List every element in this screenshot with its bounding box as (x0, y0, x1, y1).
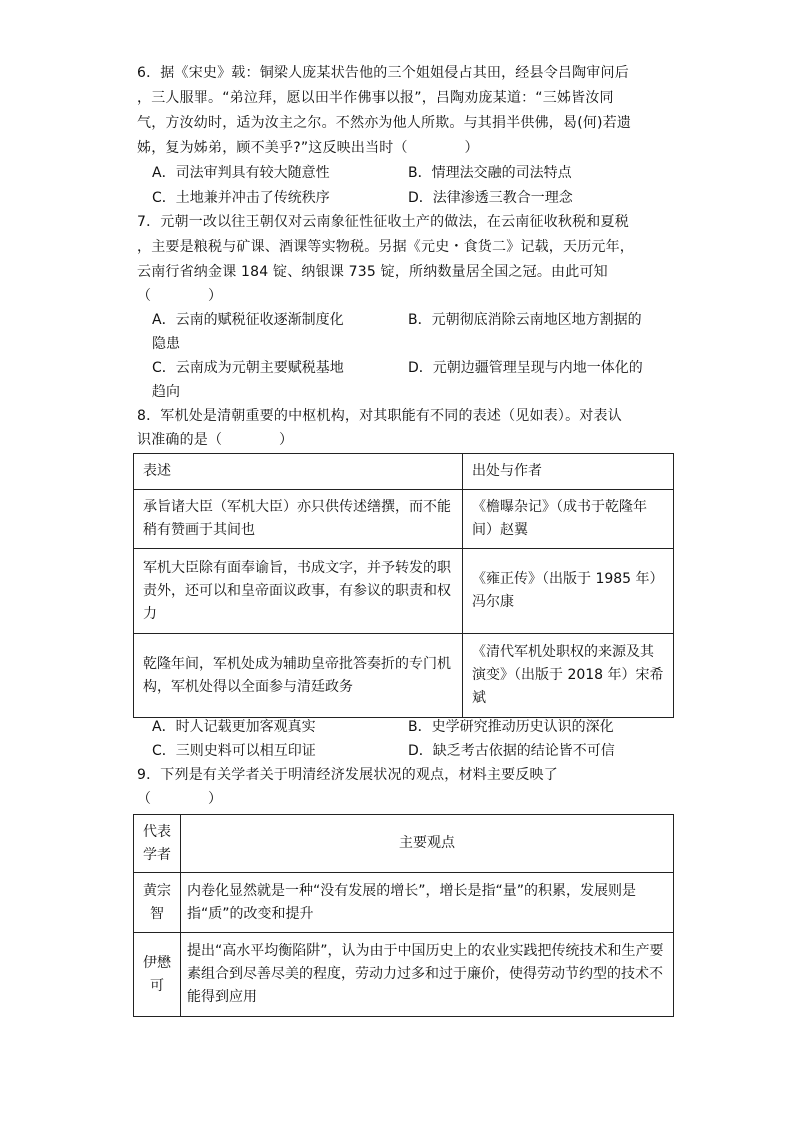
q8-table (133, 453, 674, 718)
q8-table-cell: 《檐曝杂记》（成书于乾隆年间）赵翼 (463, 490, 674, 549)
q7-option-b[interactable]: B．元朝彻底消除云南地区地方割据的 (408, 312, 642, 328)
q8-table-cell: 承旨诸大臣（军机大臣）亦只供传述缮撰，而不能稍有赞画于其间也 (134, 490, 463, 549)
q8-option-c[interactable]: C．三则史料可以相互印证 (152, 743, 316, 759)
q6-line-1: 6．据《宋史》载：铜梁人庞某状告他的三个姐姐侵占其田，经县令吕陶审问后 (137, 65, 629, 81)
q9-line-2: （ ） (137, 791, 223, 807)
q7-option-c[interactable]: C．云南成为元朝主要赋税基地 (152, 360, 344, 376)
q6-option-d[interactable]: D．法律渗透三教合一理念 (408, 190, 573, 206)
q8-line-1: 8．军机处是清朝重要的中枢机构，对其职能有不同的表述（见如表）。对表认 (137, 408, 622, 424)
q7-option-a[interactable]: A．云南的赋税征收逐渐制度化 (152, 312, 344, 328)
q8-table-cell: 《清代军机处职权的来源及其演变》（出版于 2018 年）宋希斌 (463, 634, 674, 718)
q7-option-b-cont: 隐患 (152, 336, 180, 352)
q6-line-3: 气，方汝幼时，适为汝主之尔。不然亦为他人所欺。与其捐半供佛，曷(何)若遗 (137, 115, 632, 131)
q6-line-4: 姊，复为姊弟，顾不美乎?”这反映出当时（ ） (137, 140, 479, 156)
q8-table-cell: 军机大臣除有面奉谕旨，书成文字，并予转发的职责外，还可以和皇帝面议政事，有参议的职责和权力 (134, 549, 463, 634)
q9-table-cell-view: 内卷化显然就是一种“没有发展的增长”，增长是指“量”的积累，发展则是指“质”的改变和提升 (181, 873, 674, 933)
q7-line-2: ，主要是粮税与矿课、酒课等实物税。另据《元史・食货二》记载，天历元年， (137, 239, 634, 255)
q7-line-1: 7．元朝一改以往王朝仅对云南象征性征收土产的做法，在云南征收秋税和夏税 (137, 214, 629, 230)
q8-table-header-statement: 表述 (134, 454, 463, 490)
q9-table-cell-view: 提出“高水平均衡陷阱”，认为由于中国历史上的农业实践把传统技术和生产要素组合到尽善尽美的程度，劳动力过多和过于廉价，使得劳动节约型的技术不能得到应用 (181, 933, 674, 1017)
q7-line-4: （ ） (137, 288, 223, 304)
q9-line-1: 9．下列是有关学者关于明清经济发展状况的观点，材料主要反映了 (137, 767, 558, 783)
q6-line-2: ，三人服罪。“弟泣拜，愿以田半作佛事以报”，吕陶劝庞某道：“三姊皆汝同 (137, 90, 614, 106)
q9-table-header-scholar: 代表学者 (134, 815, 181, 873)
q7-option-d-cont: 趋向 (152, 384, 180, 400)
q8-table-cell: 乾隆年间，军机处成为辅助皇帝批答奏折的专门机构，军机处得以全面参与清廷政务 (134, 634, 463, 718)
q6-option-c[interactable]: C．土地兼并冲击了传统秩序 (152, 190, 330, 206)
q6-option-a[interactable]: A．司法审判具有较大随意性 (152, 165, 330, 181)
q6-option-b[interactable]: B．情理法交融的司法特点 (408, 165, 572, 181)
q9-table (133, 814, 674, 1017)
q8-option-a[interactable]: A．时人记载更加客观真实 (152, 719, 316, 735)
q8-line-2: 识准确的是（ ） (137, 432, 294, 448)
q8-option-d[interactable]: D．缺乏考古依据的结论皆不可信 (408, 743, 615, 759)
q8-table-cell: 《雍正传》（出版于 1985 年）冯尔康 (463, 549, 674, 634)
q9-table-cell-scholar: 黄宗智 (134, 873, 181, 933)
q8-option-b[interactable]: B．史学研究推动历史认识的深化 (408, 719, 614, 735)
q9-table-cell-scholar: 伊懋可 (134, 933, 181, 1017)
q9-table-header-view: 主要观点 (181, 815, 674, 873)
q7-line-3: 云南行省纳金课 184 锭、纳银课 735 锭，所纳数量居全国之冠。由此可知 (137, 264, 608, 280)
q8-table-header-source: 出处与作者 (463, 454, 674, 490)
q7-option-d[interactable]: D．元朝边疆管理呈现与内地一体化的 (408, 360, 643, 376)
